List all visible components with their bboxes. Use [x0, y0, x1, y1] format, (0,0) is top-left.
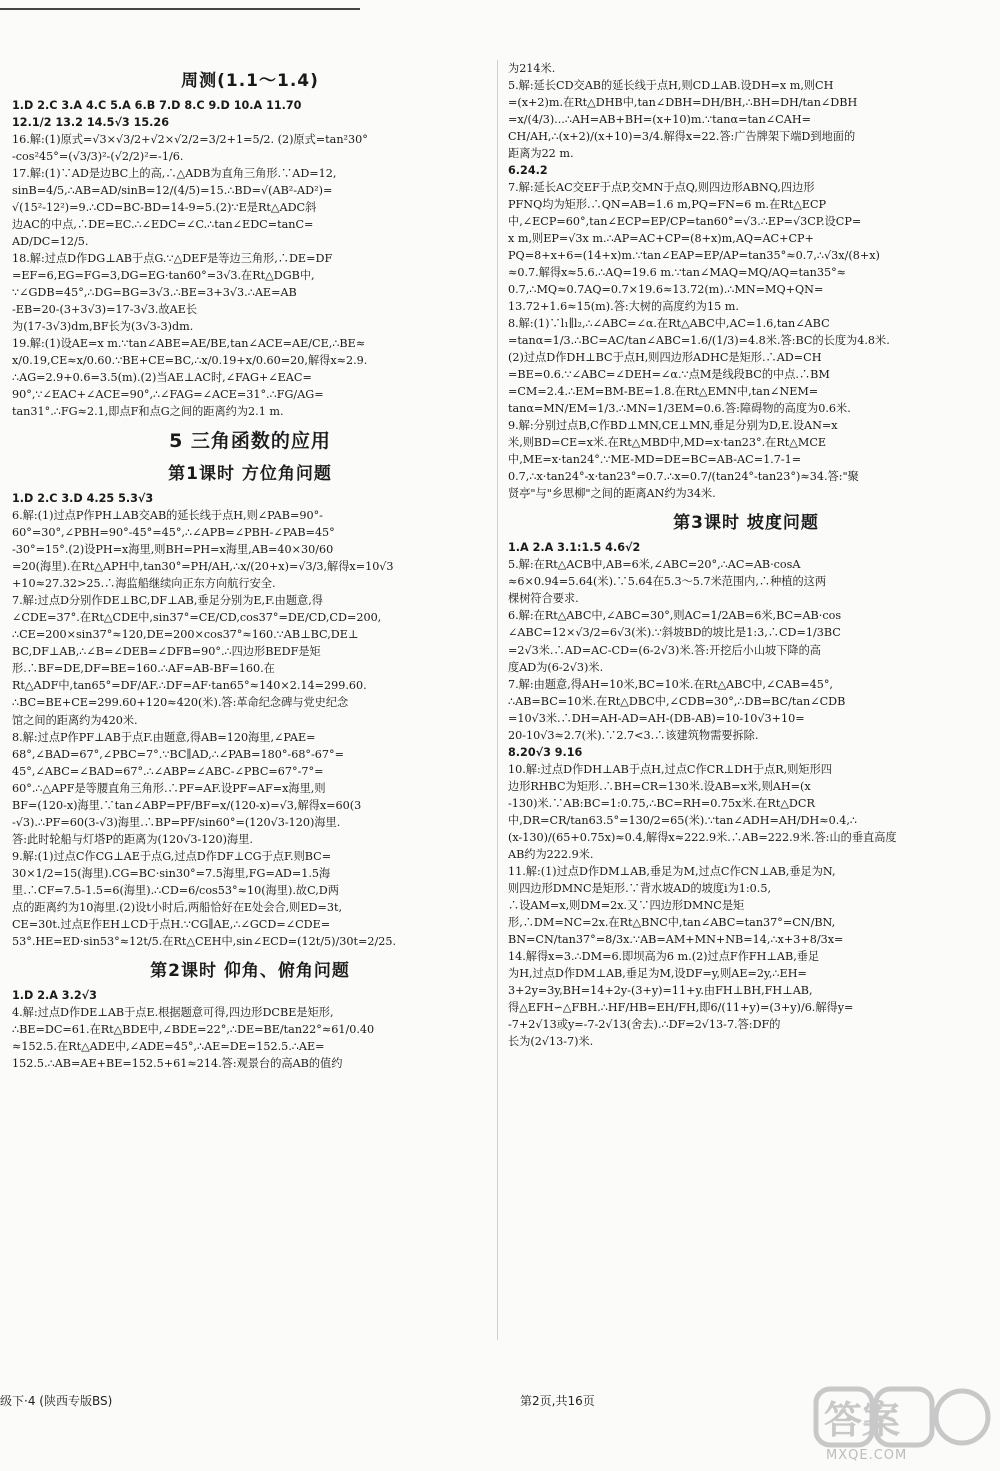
solution-line: ∠ABC=12×√3/2=6√3(米).∵斜坡BD的坡比是1:3,∴CD=1/3BC [508, 626, 841, 640]
solution-line: =10√3米.∴DH=AH-AD=AH-(DB-AB)=10-10√3+10= [508, 711, 805, 725]
solution-line: x m,则EP=√3x m.∴AP=AC+CP=(8+x)m,AQ=AC+CP+ [508, 232, 814, 246]
lesson-1-heading: 第1课时 方位角问题 [168, 464, 332, 485]
solution-line: CH/AH,∴(x+2)/(x+10)=3/4.解得x=22.答:广告牌架下端D到地面的 [508, 130, 856, 144]
solution-line: 5.解:在Rt△ACB中,AB=6米,∠ABC=20°,∴AC=AB·cosA [508, 558, 801, 572]
solution-line: 18.解:过点D作DG⊥AB于点G.∵△DEF是等边三角形,∴DE=DF [12, 252, 333, 266]
solution-line: =EF=6,EG=FG=3,DG=EG·tan60°=3√3.在Rt△DGB中, [12, 269, 315, 283]
solution-line: ∴BE=DC=61.在Rt△BDE中,∠BDE=22°,∴DE=BE/tan22°≈61/0.40 [12, 1022, 375, 1036]
solution-line: 60°=30°,∠PBH=90°-45°=45°,∴∠APB=∠PBH-∠PAB=45° [12, 526, 335, 540]
solution-line: 距离为22 m. [508, 147, 574, 161]
solution-line: 20-10√3≈2.7(米).∵2.7<3.∴该建筑物需要拆除. [508, 728, 759, 742]
lesson-2-heading: 第2课时 仰角、俯角问题 [150, 960, 350, 981]
column-divider [497, 60, 498, 1340]
solution-line: ≈0.7.解得x≈5.6.∴AQ=19.6 m.∵tan∠MAQ=MQ/AQ=tan35°≈ [508, 266, 847, 280]
answer-key-line: 12.1/2 13.2 14.5√3 15.26 [12, 116, 169, 130]
solution-line: 得△EFH∽△FBH.∴HF/HB=EH/FH,即6/(11+y)=(3+y)/6.解得y= [508, 1000, 854, 1014]
solution-line: 馆之间的距离约为420米. [12, 713, 138, 727]
solution-line: =BE=0.6.∵∠ABC=∠DEH=∠α.∵点M是线段BC的中点.∴BM [508, 368, 830, 382]
solution-line: PFNQ均为矩形.∴QN=AB=1.6 m,PQ=FN=6 m.在Rt△ECP [508, 198, 827, 212]
solution-line: tan31°.∴FG≈2.1,即点F和点G之间的距离约为2.1 m. [12, 405, 284, 419]
solution-line: =x/(4/3)...∴AH=AB+BH=(x+10)m.∵tanα=tan∠CAH= [508, 113, 811, 127]
solution-line: 14.解得x=3.∴DM=6.即坝高为6 m.(2)过点F作FH⊥AB,垂足 [508, 949, 820, 963]
solution-line: 60°.∴△APF是等腰直角三角形.∴PF=AF.设PF=AF=x海里,则 [12, 781, 326, 795]
solution-line: -7+2√13或y=-7-2√13(舍去).∴DF=2√13-7.答:DF的 [508, 1017, 781, 1031]
solution-line: 11.解:(1)过点D作DM⊥AB,垂足为M,过点C作CN⊥AB,垂足为N, [508, 864, 836, 878]
solution-line: Rt△ADF中,tan65°=DF/AF.∴DF=AF·tan65°≈140×2.14=299.60. [12, 679, 367, 693]
solution-line: 则四边形DMNC是矩形.∵背水坡AD的坡度i为1:0.5, [508, 881, 772, 895]
chapter-heading: 5 三角函数的应用 [169, 430, 331, 453]
solution-line: x/0.19,CE≈x/0.60.∵BE+CE=BC,∴x/0.19+x/0.60=20,解得x≈2.9. [12, 354, 368, 368]
solution-line: ∴设AM=x,则DM=2x.又∵四边形DMNC是矩 [508, 898, 745, 912]
solution-line: 7.解:延长AC交EF于点P,交MN于点Q,则四边形ABNQ,四边形 [508, 181, 815, 195]
left-block-1 [12, 97, 488, 420]
answer-key-line: 1.D 2.C 3.D 4.25 5.3√3 [12, 492, 154, 506]
solution-line: 13.72+1.6≈15(m).答:大树的高度约为15 m. [508, 300, 739, 314]
left-block-2 [12, 490, 488, 949]
solution-line: 53°.HE=ED·sin53°≈12t/5.在Rt△CEH中,sin∠ECD=(12t/5)/30t=2/25. [12, 934, 397, 948]
answer-key-line: 1.D 2.A 3.2√3 [12, 988, 97, 1002]
solution-line: ∠CDE=37°.在Rt△CDE中,sin37°=CE/CD,cos37°=DE/CD,CD=200, [12, 611, 382, 625]
top-rule [0, 8, 360, 10]
watermark-url: MXQE.COM [826, 1448, 908, 1463]
solution-line: 里.∴CF=7.5-1.5=6(海里).∴CD=6/cos53°≈10(海里).故C,D两 [12, 883, 339, 897]
left-column [12, 60, 488, 1321]
solution-line: 7.解:由题意,得AH=10米,BC=10米.在Rt△ABC中,∠CAB=45°, [508, 677, 833, 691]
solution-line: 9.解:(1)过点C作CG⊥AE于点G,过点D作DF⊥CG于点F.则BC= [12, 849, 332, 863]
answer-key-line: 6.24.2 [508, 164, 548, 178]
solution-line: =CM=2.4.∴EM=BM-BE=1.8.在Rt△EMN中,tan∠NEM= [508, 385, 819, 399]
solution-line: tanα=MN/EM=1/3.∴MN=1/3EM=0.6.答:障碍物的高度为0.6米. [508, 402, 851, 416]
solution-line: =2√3米.∴AD=AC-CD=(6-2√3)米.答:开挖后小山坡下降的高 [508, 643, 821, 657]
solution-line: 0.7,∴x·tan24°-x·tan23°=0.7.∴x=0.7/(tan24°-tan23°)≈34.答:"聚 [508, 470, 859, 484]
solution-line: ∴BC=BE+CE=299.60+120≈420(米).答:革命纪念碑与党史纪念 [12, 696, 349, 710]
solution-line: AD/DC=12/5. [12, 235, 89, 249]
solution-line: ∴AG=2.9+0.6=3.5(m).(2)当AE⊥AC时,∠FAG+∠EAC= [12, 371, 312, 385]
footer-edition-label: 级下·4 (陕西专版BS) [0, 1394, 113, 1408]
left-block-3 [12, 987, 488, 1072]
solution-line: 19.解:(1)设AE=x m.∵tan∠ABE=AE/BE,tan∠ACE=AE/CE,∴BE≈ [12, 337, 366, 351]
right-block-1 [508, 60, 984, 502]
solution-line: 边AC的中点,∴DE=EC.∴∠EDC=∠C.∴tan∠EDC=tanC= [12, 218, 314, 232]
answer-key-line: 1.A 2.A 3.1:1.5 4.6√2 [508, 541, 641, 555]
solution-line: ≈6×0.94=5.64(米).∵5.64在5.3～5.7米范围内,∴种植的这两 [508, 575, 827, 589]
solution-line: ∵∠GDB=45°,∴DG=BG=3√3.∴BE=3+3√3.∴AE=AB [12, 286, 297, 300]
solution-line: 中,∠ECP=60°,tan∠ECP=EP/CP=tan60°=√3.∴EP=√3CP.设CP= [508, 215, 862, 229]
solution-line: 为H,过点D作DM⊥AB,垂足为M,设DF=y,则AE=2y,∴EH= [508, 966, 807, 980]
solution-line: 17.解:(1)∵AD是边BC上的高,∴△ADB为直角三角形.∵AD=12, [12, 167, 337, 181]
solution-line: 152.5.∴AB=AE+BE=152.5+61≈214.答:观景台的高AB的值约 [12, 1056, 343, 1070]
solution-line: 8.解:过点P作PF⊥AB于点F.由题意,得AB=120海里,∠PAE= [12, 730, 316, 744]
solution-line: =tanα=1/3.∴BC=AC/tan∠ABC=1.6/(1/3)=4.8米.答:BC的长度为4.8米. [508, 334, 890, 348]
solution-line: 7.解:过点D分别作DE⊥BC,DF⊥AB,垂足分别为E,F.由题意,得 [12, 594, 323, 608]
solution-line: √(15²-12²)=9.∴CD=BC-BD=14-9=5.(2)∵E是Rt△ADC斜 [12, 201, 317, 215]
solution-line: sinB=4/5,∴AB=AD/sinB=12/(4/5)=15.∴BD=√(AB²-AD²)= [12, 184, 333, 198]
solution-line: BC,DF⊥AB,∴∠B=∠DEB=∠DFB=90°.∴四边形BEDF是矩 [12, 645, 321, 659]
weekly-test-heading: 周测(1.1～1.4) [181, 71, 319, 91]
solution-line: +10≈27.32>25.∴海监船继续向正东方向航行安全. [12, 577, 276, 591]
solution-line: 贤亭"与"乡思柳"之间的距离AN约为34米. [508, 487, 716, 501]
solution-line: BF=(120-x)海里.∵tan∠ABP=PF/BF=x/(120-x)=√3,解得x=60(3 [12, 798, 362, 812]
solution-line: 9.解:分别过点B,C作BD⊥MN,CE⊥MN,垂足分别为D,E.设AN=x [508, 419, 838, 433]
solution-line: -√3).∴PF=60(3-√3)海里.∴BP=PF/sin60°=(120√3-120)海里. [12, 815, 341, 829]
solution-line: PQ=8+x+6=(14+x)m.∵tan∠EAP=EP/AP=tan35°≈0.7,∴√3x/(8+x) [508, 249, 880, 263]
solution-line: ∴CE=200×sin37°≈120,DE=200×cos37°≈160.∵AB⊥BC,DE⊥ [12, 628, 359, 642]
solution-line: 10.解:过点D作DH⊥AB于点H,过点C作CR⊥DH于点R,则矩形四 [508, 762, 832, 776]
solution-line: (x-130)/(65+0.75x)≈0.4,解得x≈222.9米.∴AB=222.9米.答:山的垂直高度 [508, 830, 897, 844]
solution-line: 90°,∵∠EAC+∠ACE=90°,∴∠FAG=∠ACE=31°.∴FG/AG= [12, 388, 324, 402]
right-block-2 [508, 539, 984, 1049]
solution-line: 6.解:(1)过点P作PH⊥AB交AB的延长线于点H,则∠PAB=90°- [12, 509, 323, 523]
solution-line: 长为(2√13-7)米. [508, 1034, 594, 1048]
solution-line: 4.解:过点D作DE⊥AB于点E.根据题意可得,四边形DCBE是矩形, [12, 1005, 334, 1019]
solution-line: 棵树符合要求. [508, 592, 579, 606]
solution-line: 形.∴BF=DE,DF=BE=160.∴AF=AB-BF=160.在 [12, 662, 275, 676]
answer-key-line: 1.D 2.C 3.A 4.C 5.A 6.B 7.D 8.C 9.D 10.A 11.70 [12, 99, 302, 112]
solution-line: 45°,∠ABC=∠BAD=67°.∴∠ABP=∠ABC-∠PBC=67°-7°= [12, 764, 324, 778]
solution-line: 68°,∠BAD=67°,∠PBC=7°.∵BC∥AD,∴∠PAB=180°-68°-67°= [12, 747, 345, 761]
solution-line: 30×1/2=15(海里).CG=BC·sin30°=7.5海里,FG=AD=1.5海 [12, 866, 331, 880]
solution-line: 边形RHBC为矩形.∴BH=CR=130米.设AB=x米,则AH=(x [508, 779, 811, 793]
solution-line: 形,∴DM=NC=2x.在Rt△BNC中,tan∠ABC=tan37°=CN/BN, [508, 915, 836, 929]
right-column [508, 60, 984, 1321]
solution-line: =20(海里).在Rt△APH中,tan30°=PH/AH,∴x/(20+x)=√3/3,解得x=10√3 [12, 560, 394, 574]
footer-page-number: 第2页,共16页 [520, 1394, 595, 1408]
solution-line: -130)米.∵AB:BC=1:0.75,∴BC=RH=0.75x米.在Rt△DCR [508, 796, 815, 810]
solution-line: =(x+2)m.在Rt△DHB中,tan∠DBH=DH/BH,∴BH=DH/tan∠DBH [508, 96, 858, 110]
solution-line: 答:此时轮船与灯塔P的距离为(120√3-120)海里. [12, 832, 253, 846]
solution-line: 中,ME=x·tan24°.∵ME-MD=DE=BC=AB-AC=1.7-1= [508, 453, 802, 467]
solution-line: 8.解:(1)∵l₁∥l₂,∴∠ABC=∠α.在Rt△ABC中,AC=1.6,tan∠ABC [508, 317, 830, 331]
solution-line: 16.解:(1)原式=√3×√3/2+√2×√2/2=3/2+1=5/2. (2)原式=tan²30° [12, 133, 368, 147]
solution-line: -EB=20-(3+3√3)=17-3√3.故AE长 [12, 303, 198, 317]
solution-line: CE=30t.过点E作EH⊥CD于点H.∵CG∥AE,∴∠GCD=∠CDE= [12, 917, 331, 931]
lesson-3-heading: 第3课时 坡度问题 [673, 513, 819, 534]
solution-line: AB约为222.9米. [508, 847, 594, 861]
solution-line: 度AD为(6-2√3)米. [508, 660, 604, 674]
solution-line: 3+2y=3y,BH=14+2y-(3+y)=11+y.由FH⊥BH,FH⊥AB, [508, 983, 813, 997]
solution-line: ≈152.5.在Rt△ADE中,∠ADE=45°,∴AE=DE=152.5.∴AE= [12, 1039, 325, 1053]
solution-line: BN=CN/tan37°=8/3x.∵AB=AM+MN+NB=14,∴x+3+8/3x= [508, 932, 844, 946]
solution-line: 点的距离约为10海里.(2)设t小时后,两船恰好在E处会合,则ED=3t, [12, 900, 343, 914]
solution-line: 为(17-3√3)dm,BF长为(3√3-3)dm. [12, 320, 194, 334]
solution-line: 6.解:在Rt△ABC中,∠ABC=30°,则AC=1/2AB=6米,BC=AB·cos [508, 609, 842, 623]
answer-key-line: 8.20√3 9.16 [508, 745, 583, 759]
solution-line: (2)过点D作DH⊥BC于点H,则四边形ADHC是矩形.∴AD=CH [508, 351, 822, 365]
solution-line: 为214米. [508, 62, 556, 75]
solution-line: -cos²45°=(√3/3)²-(√2/2)²=-1/6. [12, 150, 184, 164]
solution-line: ∴AB=BC=10米.在Rt△DBC中,∠CDB=30°,∴DB=BC/tan∠CDB [508, 694, 846, 708]
solution-line: 0.7,∴MQ≈0.7AQ=0.7×19.6≈13.72(m).∴MN=MQ+QN= [508, 283, 824, 297]
solution-line: -30°=15°.(2)设PH=x海里,则BH=PH=x海里,AB=40×30/60 [12, 543, 334, 557]
solution-line: 5.解:延长CD交AB的延长线于点H,则CD⊥AB.设DH=x m,则CH [508, 79, 834, 93]
watermark-glyph: 答案 [824, 1398, 901, 1442]
solution-line: 中,DR=CR/tan63.5°=130/2=65(米).∵tan∠ADH=AH/DH≈0.4,∴ [508, 813, 858, 827]
solution-line: 米,则BD=CE=x米.在Rt△MBD中,MD=x·tan23°.在Rt△MCE [508, 436, 827, 450]
